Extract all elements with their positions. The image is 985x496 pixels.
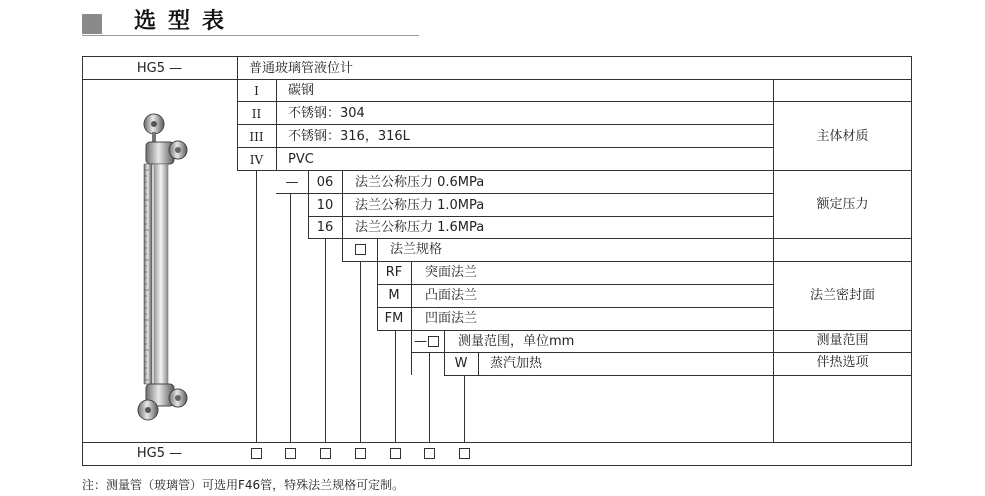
pressure-code: 06	[316, 175, 334, 190]
row-divider	[308, 216, 773, 217]
range-label: 测量范围，单位mm	[458, 334, 575, 349]
row-divider	[237, 170, 912, 171]
connector-line	[429, 352, 430, 442]
connector-line	[395, 330, 396, 442]
connector-line	[325, 238, 326, 442]
row-divider	[377, 284, 773, 285]
title-underline	[82, 35, 419, 36]
material-label: 不锈钢：304	[288, 106, 365, 121]
row-divider	[237, 124, 773, 125]
row-divider	[377, 330, 912, 331]
footnote: 注：测量管（玻璃管）可选用F46管，特殊法兰规格可定制。	[82, 478, 405, 492]
material-label: PVC	[288, 152, 314, 167]
seal-code: RF	[385, 265, 403, 280]
column-divider	[478, 352, 479, 375]
group-range: 测量范围	[816, 333, 869, 348]
code-box-range	[390, 448, 401, 459]
code-box-pressure	[285, 448, 296, 459]
seal-label: 凸面法兰	[425, 288, 478, 303]
heating-label: 蒸汽加热	[490, 356, 543, 371]
code-box-heating	[424, 448, 435, 459]
pressure-code: 16	[316, 220, 334, 235]
range-prefix: —	[414, 334, 427, 349]
connector-line	[290, 193, 291, 442]
code-box-extra	[459, 448, 470, 459]
pressure-label: 法兰公称压力 0.6MPa	[355, 175, 485, 190]
glass-tube-level-gauge-image	[132, 110, 194, 426]
material-label: 碳钢	[288, 83, 315, 98]
material-code: IV	[249, 153, 264, 167]
row-divider	[377, 307, 773, 308]
row-divider	[82, 442, 912, 443]
page-title: 选型表	[134, 9, 237, 34]
title-marker-square	[82, 14, 102, 34]
row-divider	[237, 147, 773, 148]
group-pressure: 额定压力	[816, 197, 869, 212]
seal-label: 突面法兰	[425, 265, 478, 280]
row-divider	[82, 79, 912, 80]
row-divider	[237, 101, 912, 102]
code-box-seal	[355, 448, 366, 459]
flange-spec-label: 法兰规格	[390, 242, 443, 257]
material-code: III	[249, 130, 264, 144]
column-divider	[411, 261, 412, 375]
code-box-flange-spec	[320, 448, 331, 459]
row-divider	[276, 193, 773, 194]
group-flange-seal: 法兰密封面	[809, 288, 875, 303]
pressure-prefix: —	[285, 175, 299, 190]
connector-line	[360, 261, 361, 442]
material-label: 不锈钢：316，316L	[288, 129, 410, 144]
row-divider	[444, 375, 912, 376]
column-divider	[342, 170, 343, 261]
footer-model-label: HG5 —	[136, 446, 183, 461]
code-box-material	[251, 448, 262, 459]
group-heating: 伴热选项	[816, 355, 869, 370]
connector-line	[464, 375, 465, 442]
product-name: 普通玻璃管液位计	[249, 61, 354, 76]
row-divider	[342, 261, 912, 262]
model-header-label: HG5 —	[136, 61, 183, 76]
group-material: 主体材质	[816, 129, 869, 144]
row-divider	[411, 352, 912, 353]
column-divider	[276, 79, 277, 170]
seal-code: FM	[384, 311, 404, 326]
seal-code: M	[388, 288, 400, 303]
range-box	[428, 336, 439, 347]
row-divider	[308, 238, 912, 239]
material-code: II	[251, 107, 262, 121]
flange-spec-box	[355, 244, 366, 255]
seal-label: 凹面法兰	[425, 311, 478, 326]
pressure-code: 10	[316, 198, 334, 213]
pressure-label: 法兰公称压力 1.0MPa	[355, 198, 485, 213]
connector-line	[256, 170, 257, 442]
pressure-label: 法兰公称压力 1.6MPa	[355, 220, 485, 235]
material-code: I	[254, 84, 259, 98]
heating-code: W	[454, 356, 468, 371]
